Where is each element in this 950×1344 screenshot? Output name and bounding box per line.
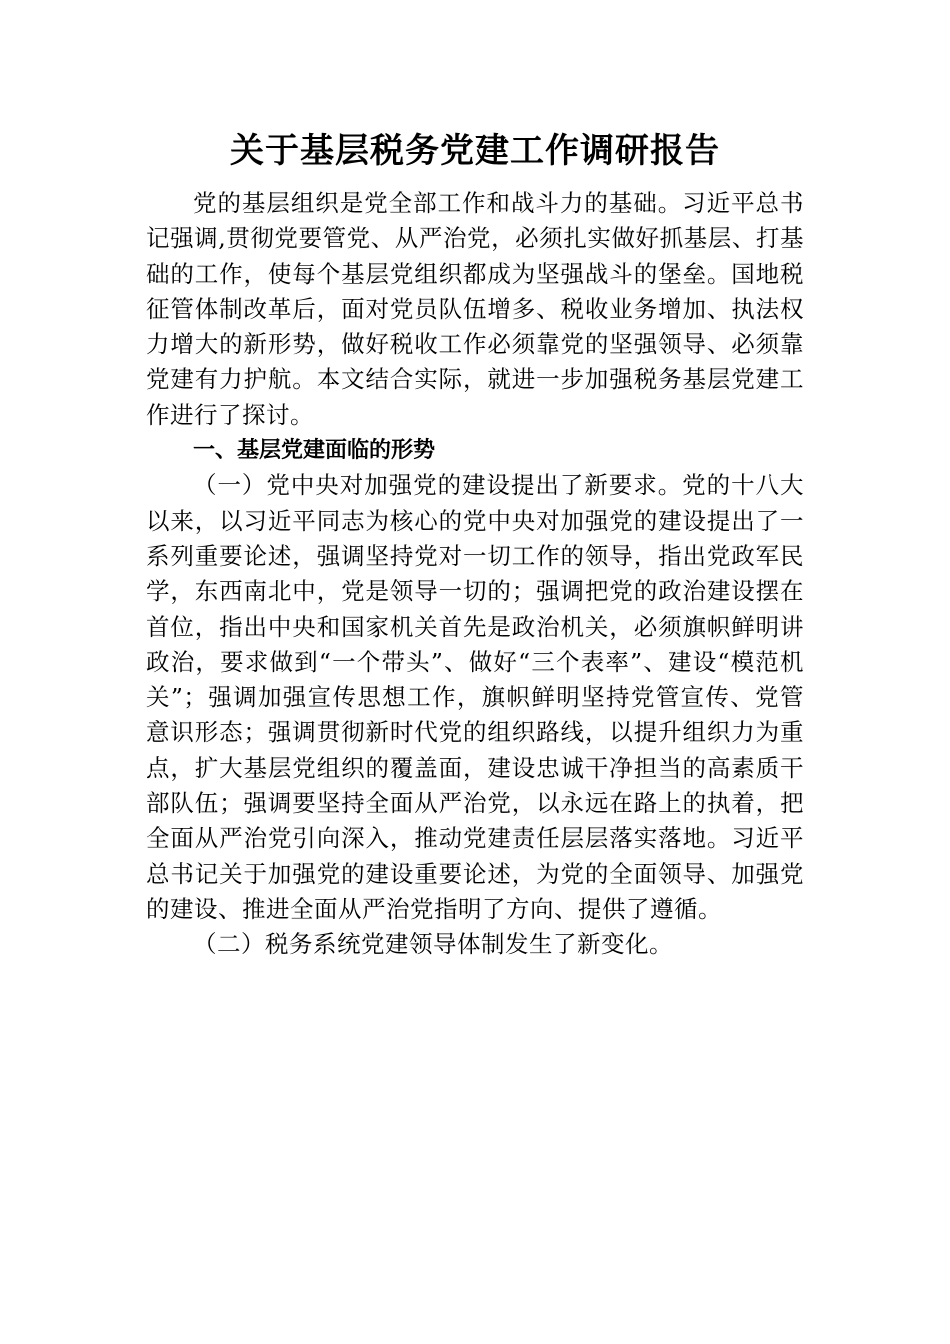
subsection-paragraph-2: （二）税务系统党建领导体制发生了新变化。 xyxy=(193,930,673,959)
subsection-paragraph-1: （一）党中央对加强党的建设提出了新要求。党的十八大以来，以习近平同志为核心的党中央对加强党的建设提出了一系列重要论述，强调坚持党对一切工作的领导，指出党政军民学，东西南北中，党是领导一切的；强调把党的政治建设摆在首位，指出中央和国家机关首先是政治机关，必须旗帜鲜明讲政治，要求做到“一个带头”、做好“三个表率”、建设“模范机关”；强调加强宣传思想工作，旗帜鲜明坚持党管宣传、党管意识形态；强调贯彻新时代党的组织路线，以提升组织力为重点，扩大基层党组织的覆盖面，建设忠诚干净担当的高素质干部队伍；强调要坚持全面从严治党，以永远在路上的执着，把全面从严治党引向深入，推动党建责任层层落实落地。习近平总书记关于加强党的建设重要论述，为党的全面领导、加强党的建设、推进全面从严治党指明了方向、提供了遵循。 xyxy=(146,471,804,923)
section-heading-situation: 一、基层党建面临的形势 xyxy=(193,438,436,464)
document-title: 关于基层税务党建工作调研报告 xyxy=(230,131,720,171)
document-body xyxy=(146,186,804,963)
intro-paragraph: 党的基层组织是党全部工作和战斗力的基础。习近平总书记强调,贯彻党要管党、从严治党，必须扎实做好抓基层、打基础的工作，使每个基层党组织都成为坚强战斗的堡垒。国地税征管体制改革后，面对党员队伍增多、税收业务增加、执法权力增大的新形势，做好税收工作必须靠党的坚强领导、必须靠党建有力护航。本文结合实际，就进一步加强税务基层党建工作进行了探讨。 xyxy=(146,189,804,429)
